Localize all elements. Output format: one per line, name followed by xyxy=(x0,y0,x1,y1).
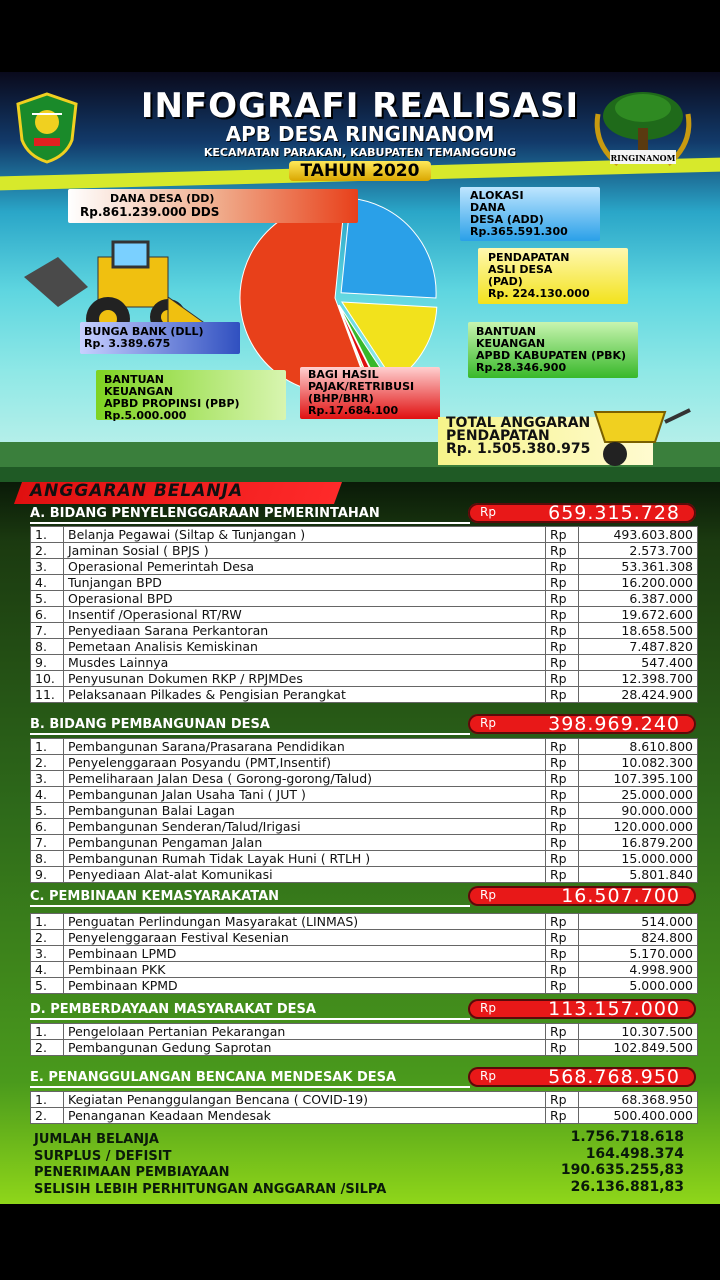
table-cell-val: 16.879.200 xyxy=(579,835,698,851)
bhp-label xyxy=(308,369,414,417)
section-underline xyxy=(30,905,470,907)
table-row xyxy=(31,914,698,930)
table-cell-rp: Rp xyxy=(546,835,579,851)
section-title: A. BIDANG PENYELENGGARAAN PEMERINTAHAN xyxy=(30,506,380,521)
table-cell-no: 7. xyxy=(31,835,64,851)
table-row xyxy=(31,867,698,883)
table-cell-val: 8.610.800 xyxy=(579,739,698,755)
table-row xyxy=(31,623,698,639)
table-cell-val: 500.400.000 xyxy=(579,1108,698,1124)
table-row xyxy=(31,527,698,543)
table-cell-no: 3. xyxy=(31,559,64,575)
table-cell-val: 7.487.820 xyxy=(579,639,698,655)
table-row xyxy=(31,771,698,787)
table-row xyxy=(31,787,698,803)
table-cell-rp: Rp xyxy=(546,607,579,623)
table-cell-desc: Tunjangan BPD xyxy=(64,575,546,591)
add-label xyxy=(470,190,568,238)
table-cell-desc: Jaminan Sosial ( BPJS ) xyxy=(64,543,546,559)
pbp-label xyxy=(104,374,240,422)
table-cell-rp: Rp xyxy=(546,671,579,687)
table-row xyxy=(31,607,698,623)
section-total-currency: Rp xyxy=(480,505,496,519)
summary-label: SURPLUS / DEFISIT xyxy=(34,1149,172,1164)
table-cell-desc: Pembangunan Gedung Saprotan xyxy=(64,1040,546,1056)
section-total-value: 113.157.000 xyxy=(548,998,680,1020)
section-total-pill xyxy=(468,999,696,1019)
pbk-label xyxy=(476,326,626,374)
bunga-value: Rp. 3.389.675 xyxy=(84,337,171,350)
section-total-currency: Rp xyxy=(480,1001,496,1015)
table-cell-val: 5.801.840 xyxy=(579,867,698,883)
section-underline xyxy=(30,1018,470,1020)
table-cell-val: 90.000.000 xyxy=(579,803,698,819)
table-cell-rp: Rp xyxy=(546,819,579,835)
table-cell-val: 493.603.800 xyxy=(579,527,698,543)
table-cell-desc: Pengelolaan Pertanian Pekarangan xyxy=(64,1024,546,1040)
table-cell-no: 2. xyxy=(31,755,64,771)
table-row xyxy=(31,755,698,771)
table-cell-val: 16.200.000 xyxy=(579,575,698,591)
table-cell-val: 514.000 xyxy=(579,914,698,930)
table-cell-val: 547.400 xyxy=(579,655,698,671)
table-cell-no: 8. xyxy=(31,639,64,655)
section-title: E. PENANGGULANGAN BENCANA MENDESAK DESA xyxy=(30,1070,397,1085)
table-cell-rp: Rp xyxy=(546,867,579,883)
section-total-currency: Rp xyxy=(480,1069,496,1083)
table-cell-rp: Rp xyxy=(546,914,579,930)
dd-value: Rp.861.239.000 DDS xyxy=(80,205,220,219)
section-underline xyxy=(30,1086,470,1088)
table-cell-desc: Pembinaan LPMD xyxy=(64,946,546,962)
table-row xyxy=(31,1108,698,1124)
table-row xyxy=(31,819,698,835)
section-table xyxy=(30,913,698,994)
table-cell-no: 2. xyxy=(31,930,64,946)
table-cell-no: 1. xyxy=(31,739,64,755)
summary-label: SELISIH LEBIH PERHITUNGAN ANGGARAN /SILPA xyxy=(34,1182,387,1197)
section-table xyxy=(30,526,698,703)
table-row xyxy=(31,946,698,962)
add-label-line1: ALOKASI xyxy=(470,189,524,202)
table-cell-rp: Rp xyxy=(546,739,579,755)
bunga-label-line1: BUNGA BANK (DLL) xyxy=(84,325,204,338)
summary-value: 164.498.374 xyxy=(585,1146,684,1162)
bhp-label-line2: PAJAK/RETRIBUSI xyxy=(308,380,415,393)
table-cell-val: 4.998.900 xyxy=(579,962,698,978)
table-row xyxy=(31,851,698,867)
table-cell-desc: Pembangunan Balai Lagan xyxy=(64,803,546,819)
table-cell-val: 18.658.500 xyxy=(579,623,698,639)
pbk-label-line2: KEUANGAN xyxy=(476,337,546,350)
header xyxy=(0,86,720,181)
table-cell-desc: Penanganan Keadaan Mendesak xyxy=(64,1108,546,1124)
add-value: Rp.365.591.300 xyxy=(470,225,568,238)
wheelbarrow-illustration-icon xyxy=(585,402,695,472)
table-row xyxy=(31,687,698,703)
pad-label-line3: (PAD) xyxy=(488,275,523,288)
table-cell-rp: Rp xyxy=(546,559,579,575)
table-row xyxy=(31,543,698,559)
table-cell-no: 6. xyxy=(31,607,64,623)
table-cell-val: 5.170.000 xyxy=(579,946,698,962)
section-title: C. PEMBINAAN KEMASYARAKATAN xyxy=(30,889,280,904)
logo-right-text: RINGINANOM xyxy=(610,153,676,163)
bhp-label-line1: BAGI HASIL xyxy=(308,368,379,381)
section-underline xyxy=(30,733,470,735)
table-cell-no: 2. xyxy=(31,1108,64,1124)
table-cell-no: 1. xyxy=(31,1024,64,1040)
table-cell-rp: Rp xyxy=(546,591,579,607)
table-cell-rp: Rp xyxy=(546,1024,579,1040)
page-subtitle: APB DESA RINGINANOM xyxy=(225,122,495,146)
table-cell-no: 1. xyxy=(31,527,64,543)
table-cell-desc: Insentif /Operasional RT/RW xyxy=(64,607,546,623)
table-row xyxy=(31,639,698,655)
table-cell-desc: Penyelenggaraan Posyandu (PMT,Insentif) xyxy=(64,755,546,771)
table-cell-val: 5.000.000 xyxy=(579,978,698,994)
section-title: B. BIDANG PEMBANGUNAN DESA xyxy=(30,717,270,732)
summary-value: 190.635.255,83 xyxy=(560,1162,684,1178)
table-cell-desc: Pembangunan Sarana/Prasarana Pendidikan xyxy=(64,739,546,755)
table-cell-no: 11. xyxy=(31,687,64,703)
table-cell-val: 2.573.700 xyxy=(579,543,698,559)
table-cell-desc: Operasional Pemerintah Desa xyxy=(64,559,546,575)
table-cell-no: 1. xyxy=(31,1092,64,1108)
section-total-pill xyxy=(468,886,696,906)
table-cell-rp: Rp xyxy=(546,1108,579,1124)
table-cell-desc: Pembangunan Pengaman Jalan xyxy=(64,835,546,851)
pbp-label-line1: BANTUAN xyxy=(104,373,164,386)
table-cell-rp: Rp xyxy=(546,575,579,591)
table-row xyxy=(31,575,698,591)
table-cell-rp: Rp xyxy=(546,962,579,978)
table-row xyxy=(31,835,698,851)
pad-label-line1: PENDAPATAN xyxy=(488,251,570,264)
summary-label: PENERIMAAN PEMBIAYAAN xyxy=(34,1165,230,1180)
table-cell-desc: Penyusunan Dokumen RKP / RPJMDes xyxy=(64,671,546,687)
pad-label xyxy=(488,252,590,300)
table-cell-desc: Pembangunan Senderan/Talud/Irigasi xyxy=(64,819,546,835)
table-cell-desc: Pembangunan Jalan Usaha Tani ( JUT ) xyxy=(64,787,546,803)
pbp-value: Rp.5.000.000 xyxy=(104,409,187,422)
section-total-currency: Rp xyxy=(480,888,496,902)
table-cell-val: 107.395.100 xyxy=(579,771,698,787)
table-cell-val: 10.307.500 xyxy=(579,1024,698,1040)
table-cell-rp: Rp xyxy=(546,687,579,703)
table-cell-val: 824.800 xyxy=(579,930,698,946)
table-cell-no: 2. xyxy=(31,543,64,559)
section-title: D. PEMBERDAYAAN MASYARAKAT DESA xyxy=(30,1002,316,1017)
table-row xyxy=(31,1040,698,1056)
table-cell-rp: Rp xyxy=(546,787,579,803)
table-cell-desc: Operasional BPD xyxy=(64,591,546,607)
table-cell-no: 5. xyxy=(31,978,64,994)
infographic-poster xyxy=(0,72,720,1204)
pbp-label-line3: APBD PROPINSI (PBP) xyxy=(104,397,240,410)
summary-label: JUMLAH BELANJA xyxy=(34,1132,159,1147)
table-cell-desc: Pembinaan KPMD xyxy=(64,978,546,994)
table-cell-val: 53.361.308 xyxy=(579,559,698,575)
table-cell-desc: Penyediaan Alat-alat Komunikasi xyxy=(64,867,546,883)
table-cell-no: 7. xyxy=(31,623,64,639)
table-row xyxy=(31,559,698,575)
page-title: INFOGRAFI REALISASI xyxy=(140,86,580,126)
table-row xyxy=(31,1092,698,1108)
table-cell-rp: Rp xyxy=(546,1092,579,1108)
section-table xyxy=(30,1091,698,1124)
table-cell-desc: Pembinaan PKK xyxy=(64,962,546,978)
section-total-value: 659.315.728 xyxy=(548,502,680,524)
table-cell-no: 1. xyxy=(31,914,64,930)
table-row xyxy=(31,671,698,687)
table-cell-desc: Penyediaan Sarana Perkantoran xyxy=(64,623,546,639)
pad-label-line2: ASLI DESA xyxy=(488,263,553,276)
table-cell-no: 9. xyxy=(31,867,64,883)
section-total-value: 568.768.950 xyxy=(548,1066,680,1088)
section-total-pill xyxy=(468,503,696,523)
total-value: Rp. 1.505.380.975 xyxy=(446,441,591,457)
section-total-pill xyxy=(468,1067,696,1087)
table-cell-val: 6.387.000 xyxy=(579,591,698,607)
table-cell-no: 4. xyxy=(31,787,64,803)
table-row xyxy=(31,1024,698,1040)
table-cell-rp: Rp xyxy=(546,655,579,671)
section-table xyxy=(30,738,698,883)
table-cell-rp: Rp xyxy=(546,851,579,867)
table-cell-desc: Kegiatan Penanggulangan Bencana ( COVID-19) xyxy=(64,1092,546,1108)
pbk-label-line1: BANTUAN xyxy=(476,325,536,338)
table-cell-no: 6. xyxy=(31,819,64,835)
bhp-value: Rp.17.684.100 xyxy=(308,404,399,417)
location-text: KECAMATAN PARAKAN, KABUPATEN TEMANGGUNG xyxy=(203,146,517,159)
bhp-label-line3: (BHP/BHR) xyxy=(308,392,374,405)
summary-value: 1.756.718.618 xyxy=(570,1129,684,1145)
table-cell-val: 12.398.700 xyxy=(579,671,698,687)
table-cell-desc: Pemeliharaan Jalan Desa ( Gorong-gorong/Talud) xyxy=(64,771,546,787)
table-cell-no: 4. xyxy=(31,575,64,591)
table-cell-rp: Rp xyxy=(546,978,579,994)
table-cell-rp: Rp xyxy=(546,623,579,639)
table-cell-no: 5. xyxy=(31,591,64,607)
year-badge: TAHUN 2020 xyxy=(289,161,432,181)
table-row xyxy=(31,962,698,978)
table-cell-val: 120.000.000 xyxy=(579,819,698,835)
table-row xyxy=(31,930,698,946)
table-cell-no: 3. xyxy=(31,946,64,962)
table-cell-val: 25.000.000 xyxy=(579,787,698,803)
section-total-value: 16.507.700 xyxy=(561,885,680,907)
pbp-label-line2: KEUANGAN xyxy=(104,385,174,398)
table-row xyxy=(31,655,698,671)
table-cell-rp: Rp xyxy=(546,803,579,819)
table-cell-rp: Rp xyxy=(546,946,579,962)
table-cell-no: 10. xyxy=(31,671,64,687)
table-cell-val: 10.082.300 xyxy=(579,755,698,771)
pbk-label-line3: APBD KABUPATEN (PBK) xyxy=(476,349,627,362)
section-total-currency: Rp xyxy=(480,716,496,730)
table-cell-desc: Penyelenggaraan Festival Kesenian xyxy=(64,930,546,946)
table-cell-rp: Rp xyxy=(546,771,579,787)
table-cell-rp: Rp xyxy=(546,930,579,946)
bunga-label xyxy=(84,326,204,350)
total-label-line2: PENDAPATAN xyxy=(446,428,550,444)
table-cell-no: 4. xyxy=(31,962,64,978)
table-cell-val: 68.368.950 xyxy=(579,1092,698,1108)
table-cell-no: 8. xyxy=(31,851,64,867)
table-cell-desc: Musdes Lainnya xyxy=(64,655,546,671)
table-cell-rp: Rp xyxy=(546,755,579,771)
section-total-value: 398.969.240 xyxy=(548,713,680,735)
table-cell-no: 5. xyxy=(31,803,64,819)
total-label-line1: TOTAL ANGGARAN xyxy=(446,415,591,431)
table-cell-no: 2. xyxy=(31,1040,64,1056)
table-cell-desc: Pemetaan Analisis Kemiskinan xyxy=(64,639,546,655)
table-cell-desc: Pelaksanaan Pilkades & Pengisian Perangkat xyxy=(64,687,546,703)
table-row xyxy=(31,591,698,607)
pad-value: Rp. 224.130.000 xyxy=(488,287,590,300)
table-cell-rp: Rp xyxy=(546,1040,579,1056)
table-cell-val: 102.849.500 xyxy=(579,1040,698,1056)
table-cell-val: 28.424.900 xyxy=(579,687,698,703)
table-row xyxy=(31,978,698,994)
dd-label: DANA DESA (DD) xyxy=(110,192,215,205)
section-table xyxy=(30,1023,698,1056)
summary-value: 26.136.881,83 xyxy=(570,1179,684,1195)
pbk-value: Rp.28.346.900 xyxy=(476,361,567,374)
table-row xyxy=(31,803,698,819)
table-cell-rp: Rp xyxy=(546,527,579,543)
section-total-pill xyxy=(468,714,696,734)
table-cell-val: 19.672.600 xyxy=(579,607,698,623)
table-cell-desc: Belanja Pegawai (Siltap & Tunjangan ) xyxy=(64,527,546,543)
belanja-title: ANGGARAN BELANJA xyxy=(30,481,244,501)
table-cell-val: 15.000.000 xyxy=(579,851,698,867)
table-cell-no: 9. xyxy=(31,655,64,671)
add-label-line3: DESA (ADD) xyxy=(470,213,544,226)
table-cell-desc: Pembangunan Rumah Tidak Layak Huni ( RTLH ) xyxy=(64,851,546,867)
table-cell-rp: Rp xyxy=(546,639,579,655)
table-cell-no: 3. xyxy=(31,771,64,787)
add-label-line2: DANA xyxy=(470,201,506,214)
table-cell-rp: Rp xyxy=(546,543,579,559)
table-cell-desc: Penguatan Perlindungan Masyarakat (LINMAS) xyxy=(64,914,546,930)
section-underline xyxy=(30,522,470,524)
table-row xyxy=(31,739,698,755)
